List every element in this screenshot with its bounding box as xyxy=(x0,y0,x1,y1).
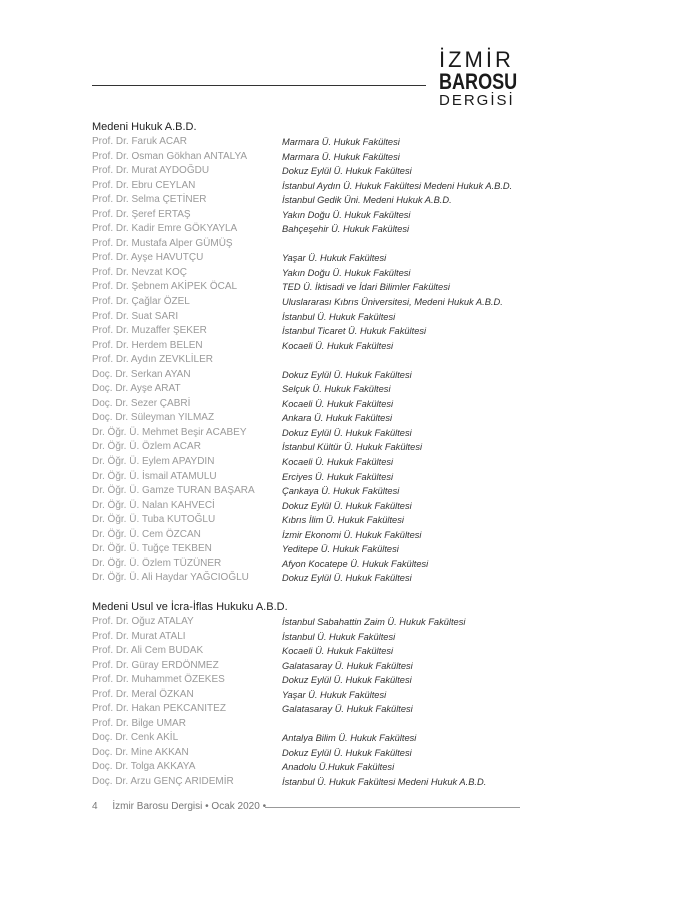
member-name: Dr. Öğr. Ü. Ali Haydar YAĞCIOĞLU xyxy=(92,572,249,584)
member-name: Prof. Dr. Güray ERDÖNMEZ xyxy=(92,659,219,671)
member-affiliation: Çankaya Ü. Hukuk Fakültesi xyxy=(282,486,400,497)
list-item xyxy=(92,440,522,455)
member-name: Dr. Öğr. Ü. Gamze TURAN BAŞARA xyxy=(92,485,255,497)
member-name: Dr. Öğr. Ü. Nalan KAHVECİ xyxy=(92,499,215,511)
member-name: Prof. Dr. Şebnem AKİPEK ÖCAL xyxy=(92,281,238,293)
member-name: Prof. Dr. Suat SARI xyxy=(92,310,179,322)
member-name: Prof. Dr. Çağlar ÖZEL xyxy=(92,296,190,308)
list-item xyxy=(92,644,522,659)
member-affiliation: Dokuz Eylül Ü. Hukuk Fakültesi xyxy=(282,166,412,177)
member-affiliation: Yakın Doğu Ü. Hukuk Fakültesi xyxy=(282,209,411,220)
member-name: Prof. Dr. Murat AYDOĞDU xyxy=(92,165,210,177)
section-title-medeni-hukuk: Medeni Hukuk A.B.D. xyxy=(92,121,197,133)
list-item xyxy=(92,542,522,557)
member-name: Prof. Dr. Muzaffer ŞEKER xyxy=(92,325,207,337)
member-affiliation: Uluslararası Kıbrıs Üniversitesi, Medeni Hukuk A.B.D. xyxy=(282,297,503,308)
list-item xyxy=(92,310,522,325)
member-affiliation: İstanbul Gedik Üni. Medeni Hukuk A.B.D. xyxy=(282,195,452,206)
member-name: Prof. Dr. Osman Gökhan ANTALYA xyxy=(92,150,248,162)
list-item xyxy=(92,295,522,310)
member-name: Prof. Dr. Aydın ZEVKLİLER xyxy=(92,354,213,366)
member-name: Dr. Öğr. Ü. Mehmet Beşir ACABEY xyxy=(92,426,247,438)
member-affiliation: İzmir Ekonomi Ü. Hukuk Fakültesi xyxy=(282,529,422,540)
list-item xyxy=(92,746,522,761)
list-item xyxy=(92,237,522,252)
list-item xyxy=(92,688,522,703)
list-item xyxy=(92,353,522,368)
section-title-medeni-usul: Medeni Usul ve İcra-İflas Hukuku A.B.D. xyxy=(92,601,288,613)
member-affiliation: Galatasaray Ü. Hukuk Fakültesi xyxy=(282,660,413,671)
member-affiliation: TED Ü. İktisadi ve İdari Bilimler Fakültesi xyxy=(282,282,450,293)
list-item xyxy=(92,266,522,281)
member-affiliation: Dokuz Eylül Ü. Hukuk Fakültesi xyxy=(282,675,412,686)
list-item xyxy=(92,222,522,237)
member-affiliation: Kıbrıs İlim Ü. Hukuk Fakültesi xyxy=(282,515,404,526)
member-affiliation: İstanbul Sabahattin Zaim Ü. Hukuk Fakültesi xyxy=(282,617,466,627)
member-name: Doç. Dr. Serkan AYAN xyxy=(92,368,191,380)
member-affiliation: İstanbul Ticaret Ü. Hukuk Fakültesi xyxy=(282,326,427,337)
footer-text: İzmir Barosu Dergisi • Ocak 2020 • xyxy=(112,801,267,812)
member-affiliation: Kocaeli Ü. Hukuk Fakültesi xyxy=(282,646,394,657)
member-affiliation: Marmara Ü. Hukuk Fakültesi xyxy=(282,151,400,162)
member-name: Doç. Dr. Ayşe ARAT xyxy=(92,383,181,395)
member-affiliation: Bahçeşehir Ü. Hukuk Fakültesi xyxy=(282,224,410,235)
member-name: Dr. Öğr. Ü. Özlem TÜZÜNER xyxy=(92,557,222,569)
list-item xyxy=(92,484,522,499)
member-affiliation: Dokuz Eylül Ü. Hukuk Fakültesi xyxy=(282,427,412,438)
list-item xyxy=(92,455,522,470)
member-affiliation: İstanbul Kültür Ü. Hukuk Fakültesi xyxy=(282,442,423,453)
member-name: Prof. Dr. Mustafa Alper GÜMÜŞ xyxy=(92,237,233,249)
member-name: Dr. Öğr. Ü. Eylem APAYDIN xyxy=(92,456,215,468)
member-affiliation: Selçuk Ü. Hukuk Fakültesi xyxy=(282,384,391,395)
member-name: Dr. Öğr. Ü. Tuğçe TEKBEN xyxy=(92,543,212,555)
member-name: Prof. Dr. Faruk ACAR xyxy=(92,136,188,147)
member-name: Prof. Dr. Bilge UMAR xyxy=(92,717,186,729)
member-affiliation: Ankara Ü. Hukuk Fakültesi xyxy=(282,413,393,424)
member-list-medeni-hukuk xyxy=(92,135,522,586)
member-affiliation: Yakın Doğu Ü. Hukuk Fakültesi xyxy=(282,267,411,278)
list-item xyxy=(92,659,522,674)
member-name: Prof. Dr. Ebru CEYLAN xyxy=(92,179,196,191)
member-affiliation: Erciyes Ü. Hukuk Fakültesi xyxy=(282,471,394,482)
list-item xyxy=(92,717,522,732)
member-name: Doç. Dr. Mine AKKAN xyxy=(92,746,189,758)
list-item xyxy=(92,731,522,746)
member-affiliation: İstanbul Ü. Hukuk Fakültesi xyxy=(282,631,396,642)
member-affiliation: Dokuz Eylül Ü. Hukuk Fakültesi xyxy=(282,573,412,584)
list-item xyxy=(92,571,522,586)
member-name: Dr. Öğr. Ü. Tuba KUTOĞLU xyxy=(92,514,216,526)
logo-line-1: İZMİR xyxy=(439,47,514,72)
list-item xyxy=(92,150,522,165)
list-item xyxy=(92,630,522,645)
logo xyxy=(439,49,529,109)
list-item xyxy=(92,193,522,208)
list-item xyxy=(92,702,522,717)
member-affiliation: İstanbul Ü. Hukuk Fakültesi xyxy=(282,311,396,322)
member-name: Prof. Dr. Oğuz ATALAY xyxy=(92,616,194,627)
list-item xyxy=(92,426,522,441)
list-item xyxy=(92,382,522,397)
logo-line-3: DERGİSİ xyxy=(439,92,515,109)
member-name: Dr. Öğr. Ü. Özlem ACAR xyxy=(92,441,201,453)
list-item xyxy=(92,775,522,790)
member-affiliation: Dokuz Eylül Ü. Hukuk Fakültesi xyxy=(282,500,412,511)
page-number: 4 xyxy=(92,801,98,812)
member-name: Doç. Dr. Arzu GENÇ ARIDEMİR xyxy=(92,776,234,788)
member-name: Doç. Dr. Tolga AKKAYA xyxy=(92,761,196,773)
member-name: Doç. Dr. Süleyman YILMAZ xyxy=(92,412,215,424)
member-affiliation: Anadolu Ü.Hukuk Fakültesi xyxy=(282,762,395,773)
member-affiliation: Afyon Kocatepe Ü. Hukuk Fakültesi xyxy=(282,558,429,569)
logo-line-2: BAROSU xyxy=(439,69,518,94)
member-list-medeni-usul xyxy=(92,615,522,790)
member-name: Prof. Dr. Şeref ERTAŞ xyxy=(92,208,191,220)
member-name: Dr. Öğr. Ü. Cem ÖZCAN xyxy=(92,528,201,540)
list-item xyxy=(92,324,522,339)
list-item xyxy=(92,470,522,485)
member-name: Dr. Öğr. Ü. İsmail ATAMULU xyxy=(92,470,217,482)
list-item xyxy=(92,499,522,514)
list-item xyxy=(92,280,522,295)
list-item xyxy=(92,251,522,266)
list-item xyxy=(92,615,522,630)
list-item xyxy=(92,179,522,194)
member-name: Doç. Dr. Sezer ÇABRİ xyxy=(92,397,191,409)
member-name: Prof. Dr. Nevzat KOÇ xyxy=(92,266,188,278)
member-name: Prof. Dr. Meral ÖZKAN xyxy=(92,688,194,700)
member-affiliation: Dokuz Eylül Ü. Hukuk Fakültesi xyxy=(282,369,412,380)
list-item xyxy=(92,397,522,412)
member-name: Prof. Dr. Selma ÇETİNER xyxy=(92,194,207,206)
list-item xyxy=(92,135,522,150)
member-affiliation: Yaşar Ü. Hukuk Fakültesi xyxy=(282,253,387,264)
member-affiliation: Yaşar Ü. Hukuk Fakültesi xyxy=(282,689,387,700)
member-name: Doç. Dr. Cenk AKİL xyxy=(92,732,179,744)
member-affiliation: İstanbul Ü. Hukuk Fakültesi Medeni Hukuk A.B.D. xyxy=(282,777,487,788)
member-name: Prof. Dr. Herdem BELEN xyxy=(92,339,203,351)
member-name: Prof. Dr. Ayşe HAVUTÇU xyxy=(92,252,204,264)
list-item xyxy=(92,368,522,383)
member-affiliation: Marmara Ü. Hukuk Fakültesi xyxy=(282,137,400,147)
member-affiliation: Yeditepe Ü. Hukuk Fakültesi xyxy=(282,544,399,555)
member-affiliation: Kocaeli Ü. Hukuk Fakültesi xyxy=(282,457,394,468)
list-item xyxy=(92,557,522,572)
member-name: Prof. Dr. Muhammet ÖZEKES xyxy=(92,674,225,686)
list-item xyxy=(92,528,522,543)
member-affiliation: İstanbul Aydın Ü. Hukuk Fakültesi Medeni Hukuk A.B.D. xyxy=(282,180,513,191)
list-item xyxy=(92,411,522,426)
member-affiliation: Galatasaray Ü. Hukuk Fakültesi xyxy=(282,704,413,715)
member-name: Prof. Dr. Kadir Emre GÖKYAYLA xyxy=(92,223,238,235)
list-item xyxy=(92,673,522,688)
member-name: Prof. Dr. Ali Cem BUDAK xyxy=(92,645,204,657)
member-name: Prof. Dr. Hakan PEKCANITEZ xyxy=(92,703,226,715)
list-item xyxy=(92,513,522,528)
member-affiliation: Antalya Bilim Ü. Hukuk Fakültesi xyxy=(282,733,417,744)
list-item xyxy=(92,208,522,223)
member-affiliation: Dokuz Eylül Ü. Hukuk Fakültesi xyxy=(282,747,412,758)
header-rule xyxy=(92,85,426,86)
member-affiliation: Kocaeli Ü. Hukuk Fakültesi xyxy=(282,340,394,351)
list-item xyxy=(92,339,522,354)
footer-rule xyxy=(265,807,520,808)
list-item xyxy=(92,760,522,775)
footer xyxy=(92,801,266,812)
member-affiliation: Kocaeli Ü. Hukuk Fakültesi xyxy=(282,398,394,409)
list-item xyxy=(92,164,522,179)
member-name: Prof. Dr. Murat ATALI xyxy=(92,630,186,642)
